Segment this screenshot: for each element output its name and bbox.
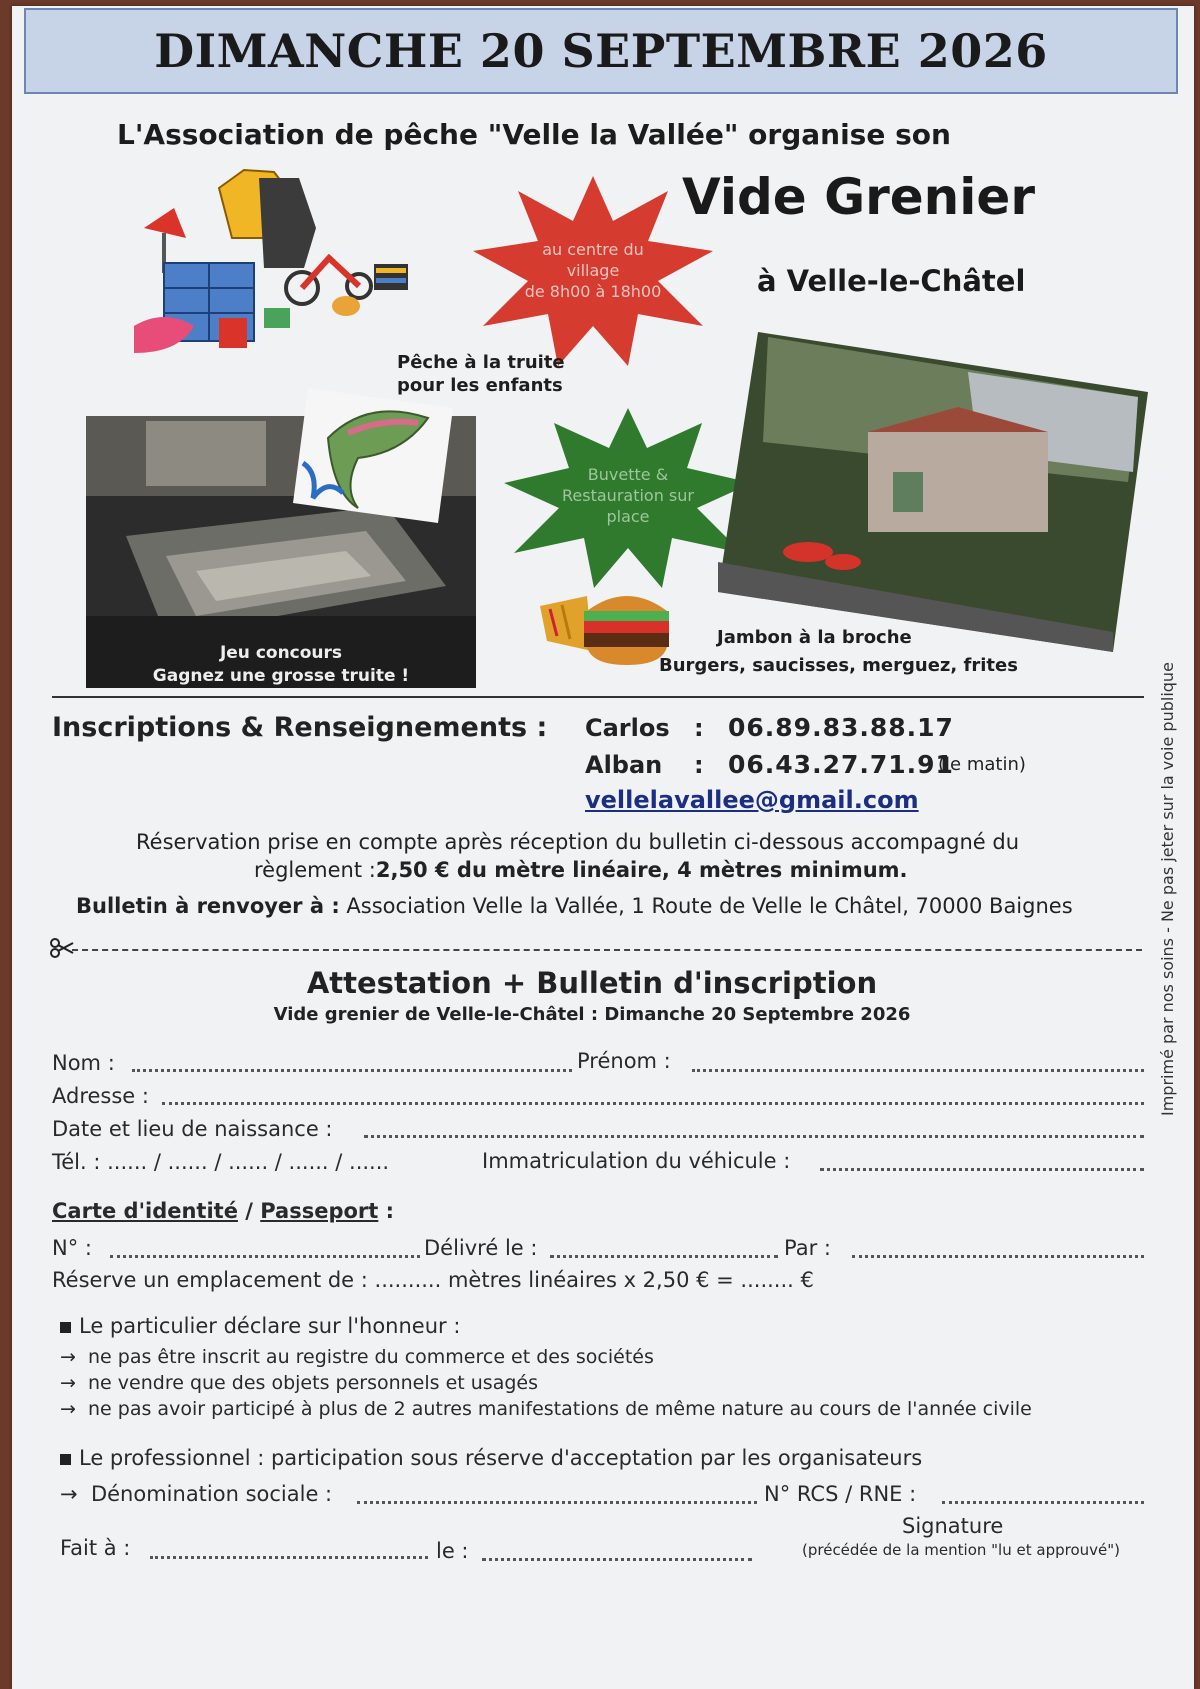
- rcs-field[interactable]: [942, 1501, 1144, 1504]
- arrow-icon: →: [60, 1372, 76, 1394]
- nom-field[interactable]: [132, 1069, 572, 1072]
- burger-illustration: [532, 581, 672, 681]
- denomination-field[interactable]: [357, 1501, 757, 1504]
- le-field[interactable]: [482, 1558, 752, 1561]
- professionnel-text: Le professionnel : participation sous réserve d'acceptation par les organisateurs: [79, 1446, 923, 1470]
- contact-name: Alban: [585, 751, 663, 779]
- prenom-label: Prénom :: [577, 1049, 671, 1073]
- form-title: Attestation + Bulletin d'inscription: [306, 966, 878, 1000]
- numero-field[interactable]: [110, 1255, 420, 1258]
- immat-label: Immatriculation du véhicule :: [482, 1149, 791, 1173]
- fait-field[interactable]: [150, 1556, 428, 1559]
- particulier-item-text: ne vendre que des objets personnels et usagés: [88, 1372, 538, 1394]
- particulier-item-text: ne pas être inscrit au registre du commerce et des sociétés: [88, 1346, 654, 1368]
- red-starburst-text: [493, 239, 693, 302]
- denomination-text: Dénomination sociale :: [90, 1482, 333, 1506]
- delivre-label: Délivré le :: [424, 1236, 538, 1260]
- send-address-line: [76, 894, 1073, 918]
- form-subtitle: Vide grenier de Velle-le-Châtel : Dimanche 20 Septembre 2026: [273, 1004, 911, 1025]
- village-photo: [718, 332, 1148, 652]
- send-address: Association Velle la Vallée, 1 Route de Velle le Châtel, 70000 Baignes: [346, 894, 1073, 918]
- flyer-sheet: [12, 6, 1194, 1689]
- section-divider: [52, 696, 1144, 698]
- burst-green-line1: Buvette &: [587, 465, 669, 484]
- contact-phone: 06.43.27.71.91: [728, 750, 954, 779]
- bullet-icon: [60, 1322, 71, 1333]
- peche-caption-line1: Pêche à la truite: [397, 352, 565, 373]
- naissance-label: Date et lieu de naissance :: [52, 1117, 333, 1141]
- arrow-icon: →: [60, 1398, 76, 1420]
- green-starburst-text: [528, 464, 728, 527]
- event-date: DIMANCHE 20 SEPTEMBRE 2026: [154, 24, 1048, 78]
- contact-email-link[interactable]: vellelavallee@gmail.com: [585, 786, 919, 814]
- contact-name: Carlos: [585, 714, 670, 742]
- contact-note: (le matin): [938, 754, 1026, 775]
- id-separator: /: [245, 1199, 253, 1223]
- reservation-line1: Réservation prise en compte après réception du bulletin ci-dessous accompagné du: [136, 830, 1020, 854]
- burst-red-line2: village: [566, 261, 620, 280]
- burst-green-line3: place: [606, 507, 650, 526]
- reservation-price: 2,50 € du mètre linéaire, 4 mètres minimum.: [375, 858, 908, 882]
- denomination-label: [60, 1482, 332, 1506]
- immat-field[interactable]: [820, 1168, 1144, 1171]
- fait-label: Fait à :: [60, 1536, 131, 1560]
- contact-label: Inscriptions & Renseignements :: [52, 712, 548, 743]
- naissance-field[interactable]: [364, 1135, 1144, 1138]
- adresse-field[interactable]: [162, 1102, 1144, 1105]
- particulier-item: [60, 1372, 538, 1394]
- reserve-field[interactable]: Réserve un emplacement de : .......... mètres linéaires x 2,50 € = ........ €: [52, 1268, 814, 1292]
- arrow-icon: →: [60, 1482, 78, 1506]
- contact-phone: 06.89.83.88.17: [728, 713, 954, 742]
- numero-label: N° :: [52, 1236, 92, 1260]
- le-label: le :: [436, 1539, 469, 1563]
- cut-line: [72, 949, 1142, 951]
- particulier-text: Le particulier déclare sur l'honneur :: [79, 1314, 461, 1338]
- scissors-icon: [50, 938, 74, 958]
- arrow-icon: →: [60, 1346, 76, 1368]
- burst-red-line3: de 8h00 à 18h00: [524, 282, 662, 301]
- nom-label: Nom :: [52, 1051, 115, 1075]
- peche-caption-line2: pour les enfants: [397, 375, 563, 396]
- bullet-icon: [60, 1454, 71, 1465]
- burst-red-line1: au centre du: [542, 240, 644, 259]
- tel-field[interactable]: Tél. : ...... / ...... / ...... / ...... / ......: [52, 1150, 390, 1174]
- prenom-field[interactable]: [692, 1069, 1144, 1072]
- particulier-item: [60, 1346, 654, 1368]
- professionnel-heading: [60, 1446, 922, 1470]
- trout-illustration: [288, 378, 458, 528]
- par-field[interactable]: [852, 1255, 1144, 1258]
- menu-caption: Burgers, saucisses, merguez, frites: [659, 655, 1018, 676]
- id-colon: :: [385, 1199, 395, 1223]
- id-heading: [52, 1199, 394, 1223]
- delivre-field[interactable]: [550, 1255, 778, 1258]
- send-label: Bulletin à renvoyer à :: [76, 894, 340, 918]
- side-print-note: Imprimé par nos soins - Ne pas jeter sur la voie publique: [1158, 662, 1177, 1116]
- jeu-caption: [86, 642, 476, 688]
- id-card-label: Carte d'identité: [52, 1199, 238, 1223]
- jambon-caption: Jambon à la broche: [717, 627, 912, 648]
- reservation-line2: [254, 858, 908, 882]
- adresse-label: Adresse :: [52, 1084, 149, 1108]
- brocante-illustration: [124, 158, 434, 390]
- particulier-item: [60, 1398, 1032, 1420]
- event-title: Vide Grenier: [682, 168, 1035, 226]
- passport-label: Passeport: [260, 1199, 379, 1223]
- rcs-label: N° RCS / RNE :: [764, 1482, 917, 1506]
- jeu-caption-line2: Gagnez une grosse truite !: [152, 666, 410, 686]
- signature-note: (précédée de la mention "lu et approuvé"): [802, 1541, 1120, 1559]
- par-label: Par :: [784, 1236, 831, 1260]
- signature-label: Signature: [902, 1514, 1004, 1538]
- jeu-caption-line1: Jeu concours: [219, 643, 343, 663]
- organiser-line: L'Association de pêche "Velle la Vallée" organise son: [117, 118, 951, 151]
- contact-separator: :: [694, 751, 704, 779]
- burst-green-line2: Restauration sur: [562, 486, 694, 505]
- event-place: à Velle-le-Châtel: [757, 264, 1026, 298]
- date-banner: [24, 8, 1178, 94]
- particulier-heading: [60, 1314, 460, 1338]
- particulier-item-text: ne pas avoir participé à plus de 2 autres manifestations de même nature au cours de l'année civile: [88, 1398, 1032, 1420]
- contact-separator: :: [694, 714, 704, 742]
- reservation-prefix: règlement :: [254, 858, 376, 882]
